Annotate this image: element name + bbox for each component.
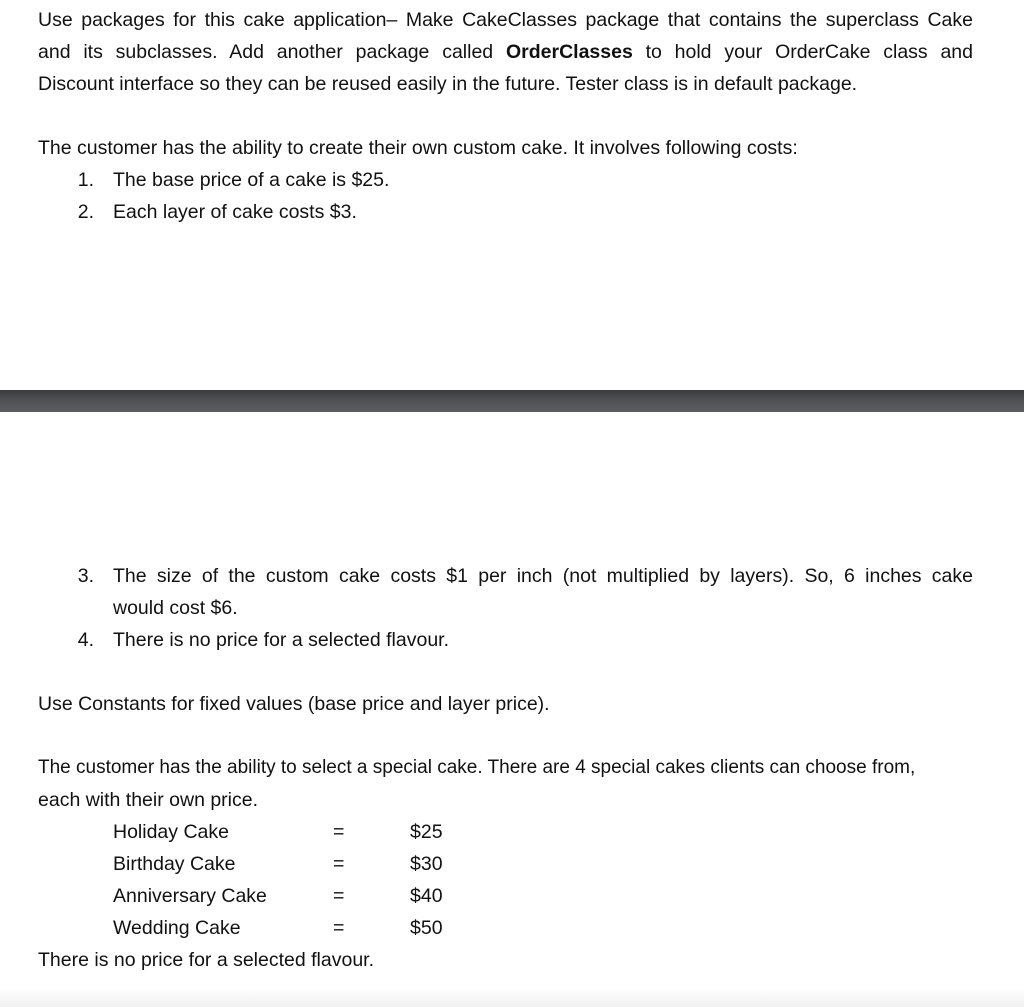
intro-paragraph-line-1 [38,4,973,36]
cost-item-4-text: There is no price for a selected flavour. [113,629,450,651]
equals-sign: = [333,821,345,843]
intro-paragraph-line-3: Discount interface so they can be reused easily in the future. Tester class is in default package. [38,73,858,95]
special-cake-price: $50 [410,917,443,939]
special-cake-name: Birthday Cake [113,853,236,875]
special-cake-price: $25 [410,821,443,843]
intro-line-1-text: Use packages for this cake application– Make CakeClasses package that contains the superclass Cake [38,9,973,31]
special-cake-name: Anniversary Cake [113,885,267,907]
intro-line-2-after: to hold your OrderCake class and [632,41,973,63]
equals-sign: = [333,853,345,875]
special-cake-price: $40 [410,885,443,907]
cost-item-2-text: Each layer of cake costs $3. [113,201,357,223]
intro-line-2-before: and its subclasses. Add another package called [38,41,506,63]
cost-item-1-number: 1. [77,169,94,191]
intro-paragraph-line-2 [38,36,973,68]
document-page-2 [0,412,1024,1007]
cost-item-3-number: 3. [77,565,94,587]
constants-note: Use Constants for fixed values (base price and layer price). [38,693,550,715]
order-classes-package-name: OrderClasses [505,41,633,63]
special-cake-name: Holiday Cake [113,821,229,843]
page-break-divider [0,390,1024,412]
special-cake-name: Wedding Cake [113,917,241,939]
document-page-1 [0,0,1024,390]
cost-item-2-number: 2. [77,201,94,223]
special-cake-price: $30 [410,853,443,875]
special-cake-intro-line-2: each with their own price. [38,789,259,811]
cost-item-1-text: The base price of a cake is $25. [113,169,390,191]
cost-item-3-line-1: The size of the custom cake costs $1 per inch (not multiplied by layers). So, 6 inches cake [113,565,973,587]
cost-item-4-number: 4. [77,629,94,651]
custom-cake-intro: The customer has the ability to create their own custom cake. It involves following costs: [38,137,798,159]
flavour-note: There is no price for a selected flavour. [38,949,375,971]
special-cake-intro-line-1: The customer has the ability to select a special cake. There are 4 special cakes clients can choose from, [38,757,916,778]
bottom-edge-shadow [0,988,1024,1007]
equals-sign: = [333,917,345,939]
equals-sign: = [333,885,345,907]
cost-item-3-line-2: would cost $6. [113,597,238,619]
